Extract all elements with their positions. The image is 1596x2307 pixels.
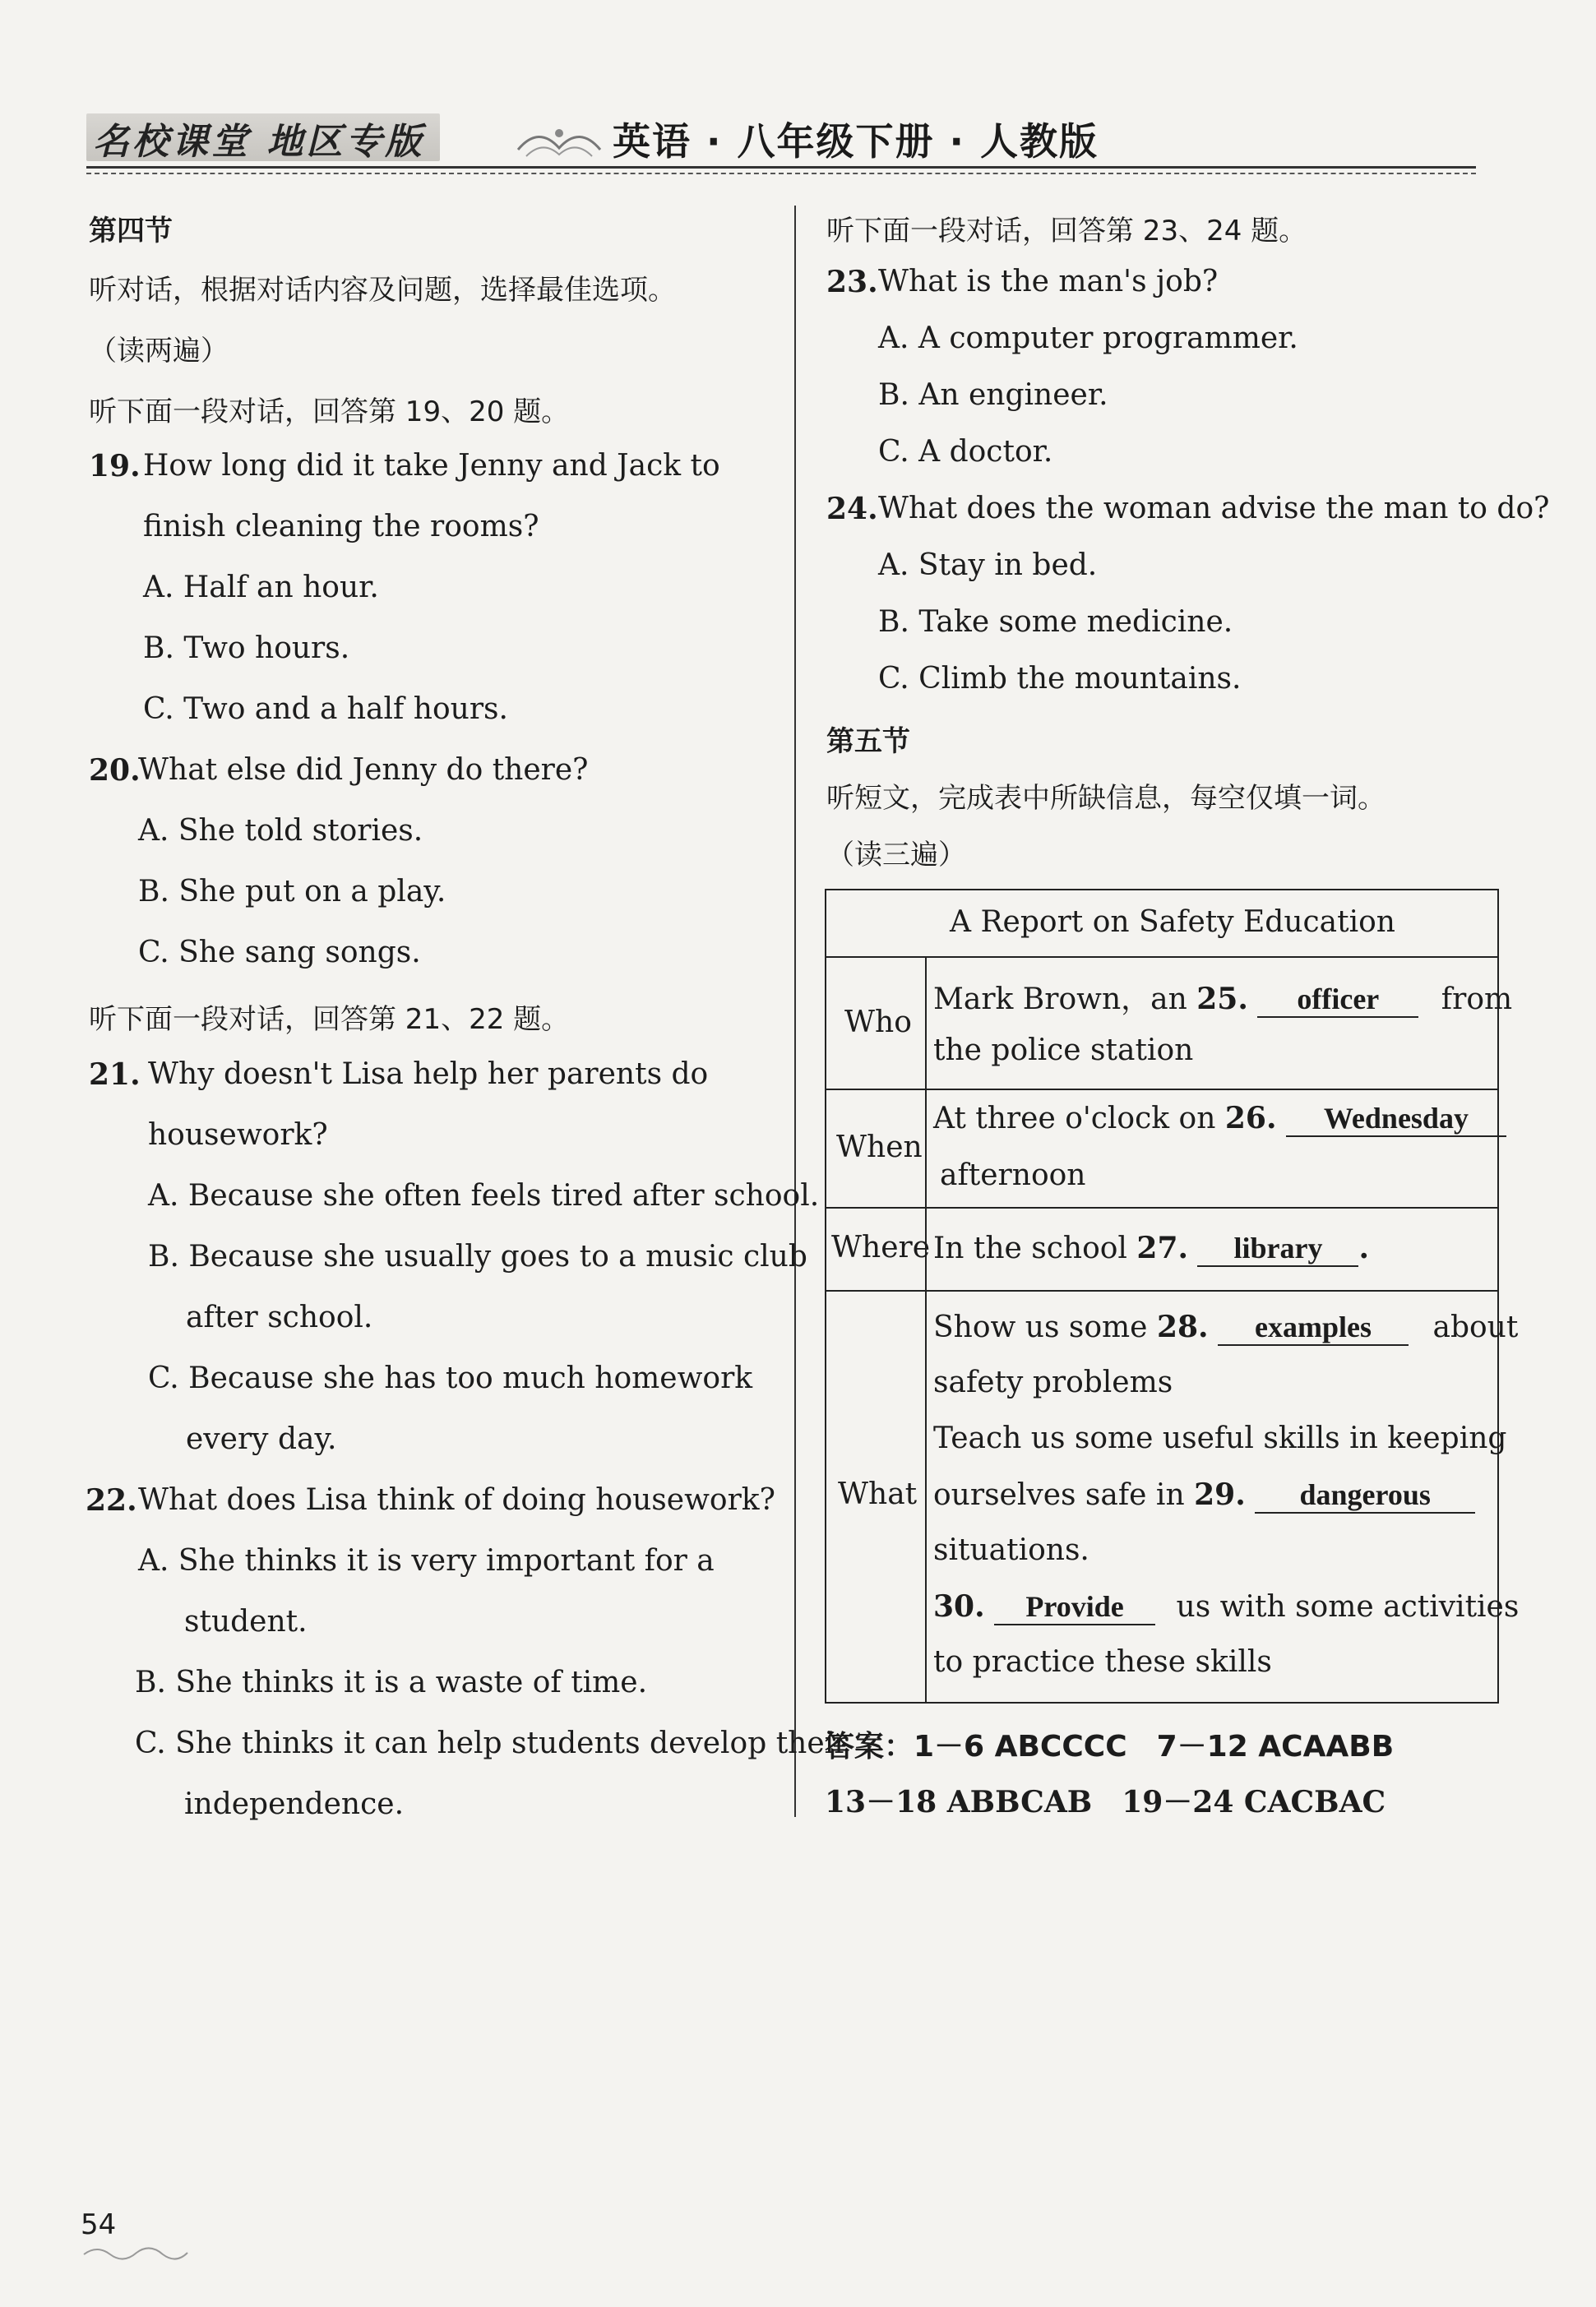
- question-number: 22.: [86, 1483, 137, 1518]
- section-5-instruction: 听短文，完成表中所缺信息，每空仅填一词。: [826, 782, 1386, 815]
- column-divider: [794, 206, 796, 1817]
- what-line-4: ourselves safe in 29. dangerous: [933, 1477, 1475, 1514]
- answer-key-line-2: 13－18 ABBCAB 19－24 CACBAC: [825, 1785, 1386, 1819]
- option-c: C. Climb the mountains.: [878, 662, 1242, 696]
- answer-26: Wednesday: [1286, 1101, 1506, 1137]
- table-rule: [826, 1290, 1497, 1292]
- question-21-text: Why doesn't Lisa help her parents do: [148, 1057, 709, 1091]
- section-4-reads: （读两遍）: [89, 335, 229, 368]
- option-a-cont: student.: [184, 1605, 308, 1639]
- option-c: C. She sang songs.: [138, 936, 421, 969]
- series-name: 名校课堂 地区专版: [93, 121, 425, 163]
- prompt-23-24: 听下面一段对话，回答第 23、24 题。: [826, 215, 1307, 247]
- option-a: A. She told stories.: [138, 814, 423, 848]
- table-rule: [826, 1207, 1497, 1209]
- option-a: A. She thinks it is very important for a: [138, 1544, 715, 1578]
- question-21-text-cont: housework?: [148, 1118, 328, 1152]
- question-number: 19.: [89, 449, 141, 483]
- section-5-reads: （读三遍）: [826, 839, 966, 871]
- answer-key-line-1: 答案：1－6 ABCCCC 7－12 ACAABB: [825, 1730, 1395, 1764]
- what-line-2: safety problems: [933, 1366, 1173, 1399]
- option-b-cont: after school.: [186, 1301, 373, 1334]
- option-b: B. She thinks it is a waste of time.: [135, 1666, 648, 1699]
- table-title: A Report on Safety Education: [950, 905, 1395, 939]
- answer-27: library: [1197, 1231, 1358, 1267]
- option-a: A. Stay in bed.: [878, 548, 1098, 582]
- question-number: 20.: [89, 753, 141, 788]
- answer-29: dangerous: [1255, 1477, 1475, 1514]
- prompt-21-22: 听下面一段对话，回答第 21、22 题。: [89, 1003, 570, 1036]
- prompt-19-20: 听下面一段对话，回答第 19、20 题。: [89, 395, 570, 428]
- option-c: C. Because she has too much homework: [148, 1362, 753, 1395]
- question-19-text-cont: finish cleaning the rooms?: [143, 510, 539, 543]
- table-rule: [826, 1089, 1497, 1090]
- option-c-cont: every day.: [186, 1422, 337, 1456]
- row-label-what: What: [838, 1477, 918, 1511]
- page-number: 54: [81, 2208, 117, 2241]
- row-label-where: Where: [831, 1231, 931, 1264]
- answer-28: examples: [1218, 1310, 1409, 1346]
- where-line: In the school 27. library .: [933, 1231, 1370, 1265]
- what-line-7: to practice these skills: [933, 1645, 1272, 1679]
- what-line-1: Show us some 28. examples about: [933, 1310, 1519, 1344]
- question-number: 24.: [826, 492, 878, 526]
- option-b: B. Two hours.: [143, 631, 350, 665]
- option-a: A. Half an hour.: [143, 571, 379, 604]
- section-5-heading: 第五节: [826, 725, 910, 758]
- what-line-3: Teach us some useful skills in keeping: [933, 1422, 1507, 1455]
- question-19-text: How long did it take Jenny and Jack to: [143, 449, 720, 483]
- safety-report-table: [825, 889, 1520, 1704]
- question-22-text: What does Lisa think of doing housework?: [138, 1483, 775, 1517]
- question-24-text: What does the woman advise the man to do?: [878, 492, 1550, 525]
- option-c: C. She thinks it can help students develop their: [135, 1727, 849, 1760]
- question-20-text: What else did Jenny do there?: [138, 753, 589, 787]
- book-title: 英语 · 八年级下册 · 人教版: [613, 119, 1099, 164]
- answer-30: Provide: [994, 1589, 1155, 1625]
- option-c-cont: independence.: [184, 1787, 405, 1821]
- option-c: C. Two and a half hours.: [143, 692, 508, 726]
- header-dashed-rule: [86, 173, 1476, 174]
- section-4-heading: 第四节: [89, 215, 173, 247]
- table-column-rule: [925, 956, 927, 1704]
- option-b: B. Because she usually goes to a music club: [148, 1240, 807, 1274]
- question-number: 23.: [826, 265, 878, 299]
- option-b: B. Take some medicine.: [878, 605, 1233, 639]
- option-a: A. Because she often feels tired after school.: [148, 1179, 820, 1213]
- who-line-2: the police station: [933, 1033, 1194, 1067]
- header-rule: [86, 166, 1476, 169]
- row-label-when: When: [836, 1130, 923, 1164]
- answer-25: officer: [1257, 982, 1418, 1018]
- page-header: [86, 105, 1476, 173]
- footer-ornament-icon: [82, 2243, 189, 2263]
- option-a: A. A computer programmer.: [878, 321, 1298, 355]
- row-label-who: Who: [844, 1006, 912, 1039]
- ornament-icon: [514, 117, 604, 163]
- what-line-5: situations.: [933, 1533, 1089, 1567]
- question-number: 21.: [89, 1057, 141, 1092]
- table-rule: [826, 956, 1497, 958]
- who-line-1: Mark Brown，an 25. officer from: [933, 982, 1513, 1016]
- option-c: C. A doctor.: [878, 435, 1053, 469]
- when-line-1: At three o'clock on 26. Wednesday: [933, 1101, 1506, 1137]
- section-4-instruction: 听对话，根据对话内容及问题，选择最佳选项。: [89, 274, 676, 307]
- what-line-6: 30. Provide us with some activities: [933, 1589, 1520, 1624]
- option-b: B. An engineer.: [878, 378, 1108, 412]
- when-line-2: afternoon: [940, 1158, 1086, 1192]
- question-23-text: What is the man's job?: [878, 265, 1219, 298]
- option-b: B. She put on a play.: [138, 875, 446, 908]
